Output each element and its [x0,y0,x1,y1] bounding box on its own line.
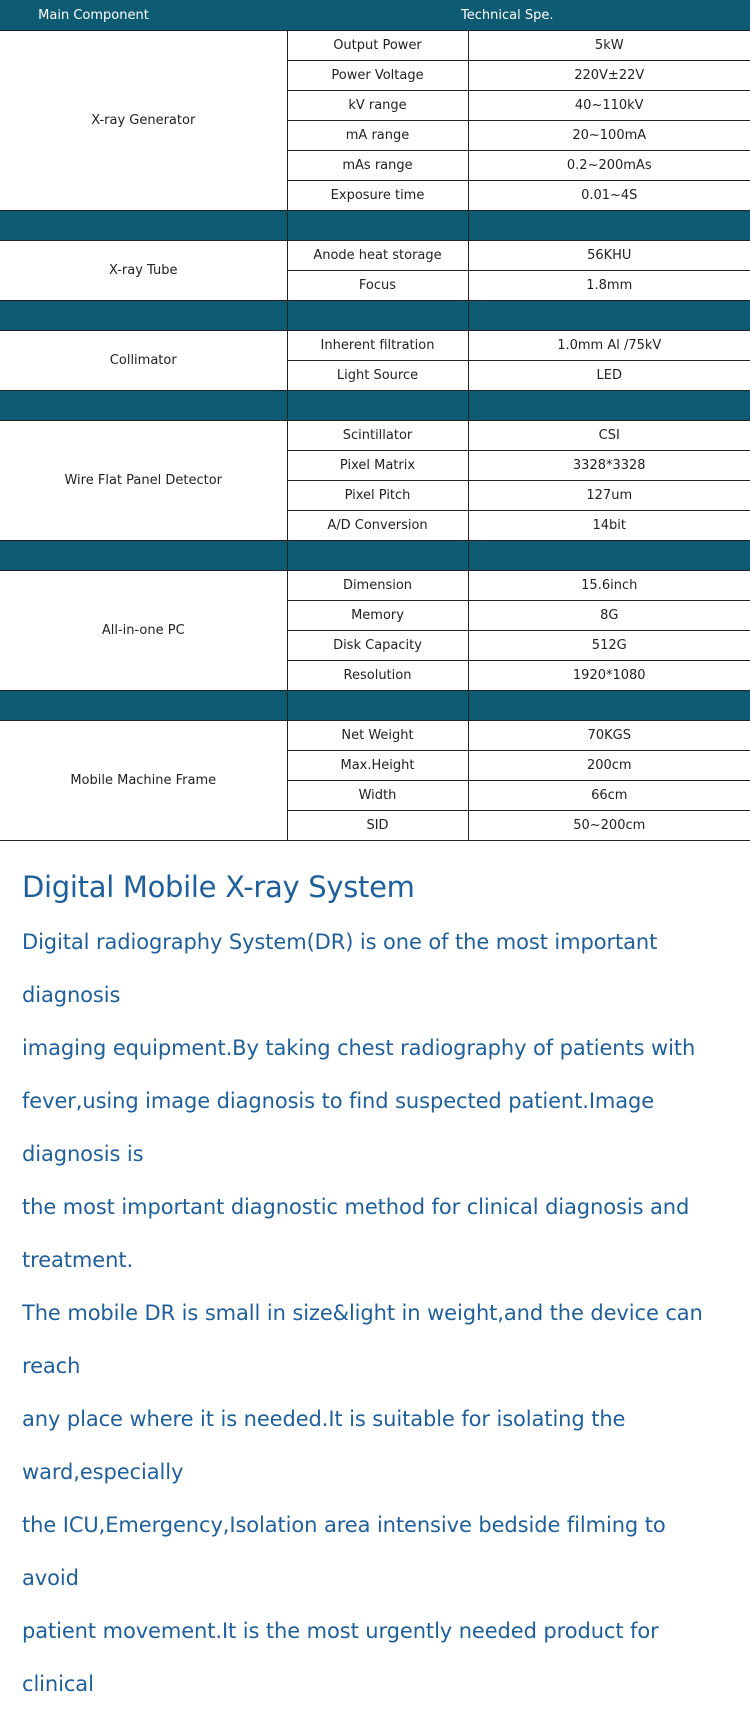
value-cell: 15.6inch [468,571,750,601]
value-cell: 20~100mA [468,121,750,151]
value-cell: 1920*1080 [468,661,750,691]
parameter-cell: mA range [287,121,468,151]
separator-cell [0,301,287,331]
parameter-cell: Memory [287,601,468,631]
component-name: All-in-one PC [101,623,185,638]
parameter-cell: Exposure time [287,181,468,211]
parameter-cell: Scintillator [287,421,468,451]
value-cell: 14bit [468,511,750,541]
header-technical-spec: Technical Spe. [287,0,750,31]
parameter-cell: Anode heat storage [287,241,468,271]
separator-cell [287,211,468,241]
description-line: the ICU,Emergency,Isolation area intensive bedside filming to avoid [22,1513,666,1590]
value-cell: 50~200cm [468,811,750,841]
separator-cell [468,211,750,241]
separator-cell [468,541,750,571]
table-row [0,241,750,271]
value-cell: 512G [468,631,750,661]
separator-cell [468,301,750,331]
value-cell: 5kW [468,31,750,61]
component-name-cell [0,31,287,211]
description-line: the most important diagnostic method for clinical diagnosis and [22,1195,690,1219]
value-cell: LED [468,361,750,391]
spec-table [0,0,750,841]
separator-cell [468,691,750,721]
value-cell: 127um [468,481,750,511]
description-line: any place where it is needed.It is suitable for isolating the ward,especially [22,1407,626,1484]
parameter-cell: Focus [287,271,468,301]
parameter-cell: Width [287,781,468,811]
parameter-cell: Pixel Matrix [287,451,468,481]
separator-cell [0,391,287,421]
table-row [0,331,750,361]
separator-cell [287,301,468,331]
description-line: fever,using image diagnosis to find suspected patient.Image diagnosis is [22,1089,655,1166]
value-cell: 70KGS [468,721,750,751]
table-header-row [0,0,750,31]
value-cell: 66cm [468,781,750,811]
header-main-component: Main Component [0,0,287,31]
separator-cell [287,691,468,721]
parameter-cell: mAs range [287,151,468,181]
group-separator-row [0,391,750,421]
value-cell: 0.2~200mAs [468,151,750,181]
parameter-cell: Output Power [287,31,468,61]
value-cell: CSI [468,421,750,451]
parameter-cell: Inherent filtration [287,331,468,361]
component-name: X-ray Generator [91,113,196,128]
parameter-cell: Disk Capacity [287,631,468,661]
description-line: Digital radiography System(DR) is one of the most important diagnosis [22,930,658,1007]
description-line: The mobile DR is small in size&light in weight,and the device can reach [22,1301,703,1378]
component-name-cell [0,241,287,301]
parameter-cell: Light Source [287,361,468,391]
table-row [0,571,750,601]
table-row [0,721,750,751]
parameter-cell: A/D Conversion [287,511,468,541]
value-cell: 0.01~4S [468,181,750,211]
table-row [0,31,750,61]
component-name-cell [0,331,287,391]
description-title: Digital Mobile X-ray System [22,870,415,904]
description-line: imaging equipment.By taking chest radiography of patients with [22,1036,696,1060]
group-separator-row [0,691,750,721]
value-cell: 1.8mm [468,271,750,301]
parameter-cell: Power Voltage [287,61,468,91]
description-line: treatment. [22,1248,134,1272]
separator-cell [287,391,468,421]
separator-cell [0,691,287,721]
description-section [22,858,722,1711]
parameter-cell: SID [287,811,468,841]
component-name: Collimator [109,353,177,368]
value-cell: 1.0mm Al /75kV [468,331,750,361]
spec-table-body [0,0,750,841]
separator-cell [287,541,468,571]
value-cell: 8G [468,601,750,631]
parameter-cell: Pixel Pitch [287,481,468,511]
table-row [0,421,750,451]
group-separator-row [0,211,750,241]
group-separator-row [0,301,750,331]
component-name-cell [0,421,287,541]
value-cell: 40~110kV [468,91,750,121]
component-name-cell [0,571,287,691]
component-name-cell [0,721,287,841]
component-name: X-ray Tube [108,263,178,278]
separator-cell [468,391,750,421]
component-name: Wire Flat Panel Detector [64,473,222,488]
value-cell: 3328*3328 [468,451,750,481]
value-cell: 220V±22V [468,61,750,91]
parameter-cell: Resolution [287,661,468,691]
description-line: patient movement.It is the most urgently needed product for clinical [22,1619,659,1696]
group-separator-row [0,541,750,571]
parameter-cell: Net Weight [287,721,468,751]
component-name: Mobile Machine Frame [70,773,217,788]
parameter-cell: Dimension [287,571,468,601]
parameter-cell: kV range [287,91,468,121]
separator-cell [0,211,287,241]
parameter-cell: Max.Height [287,751,468,781]
value-cell: 200cm [468,751,750,781]
value-cell: 56KHU [468,241,750,271]
separator-cell [0,541,287,571]
